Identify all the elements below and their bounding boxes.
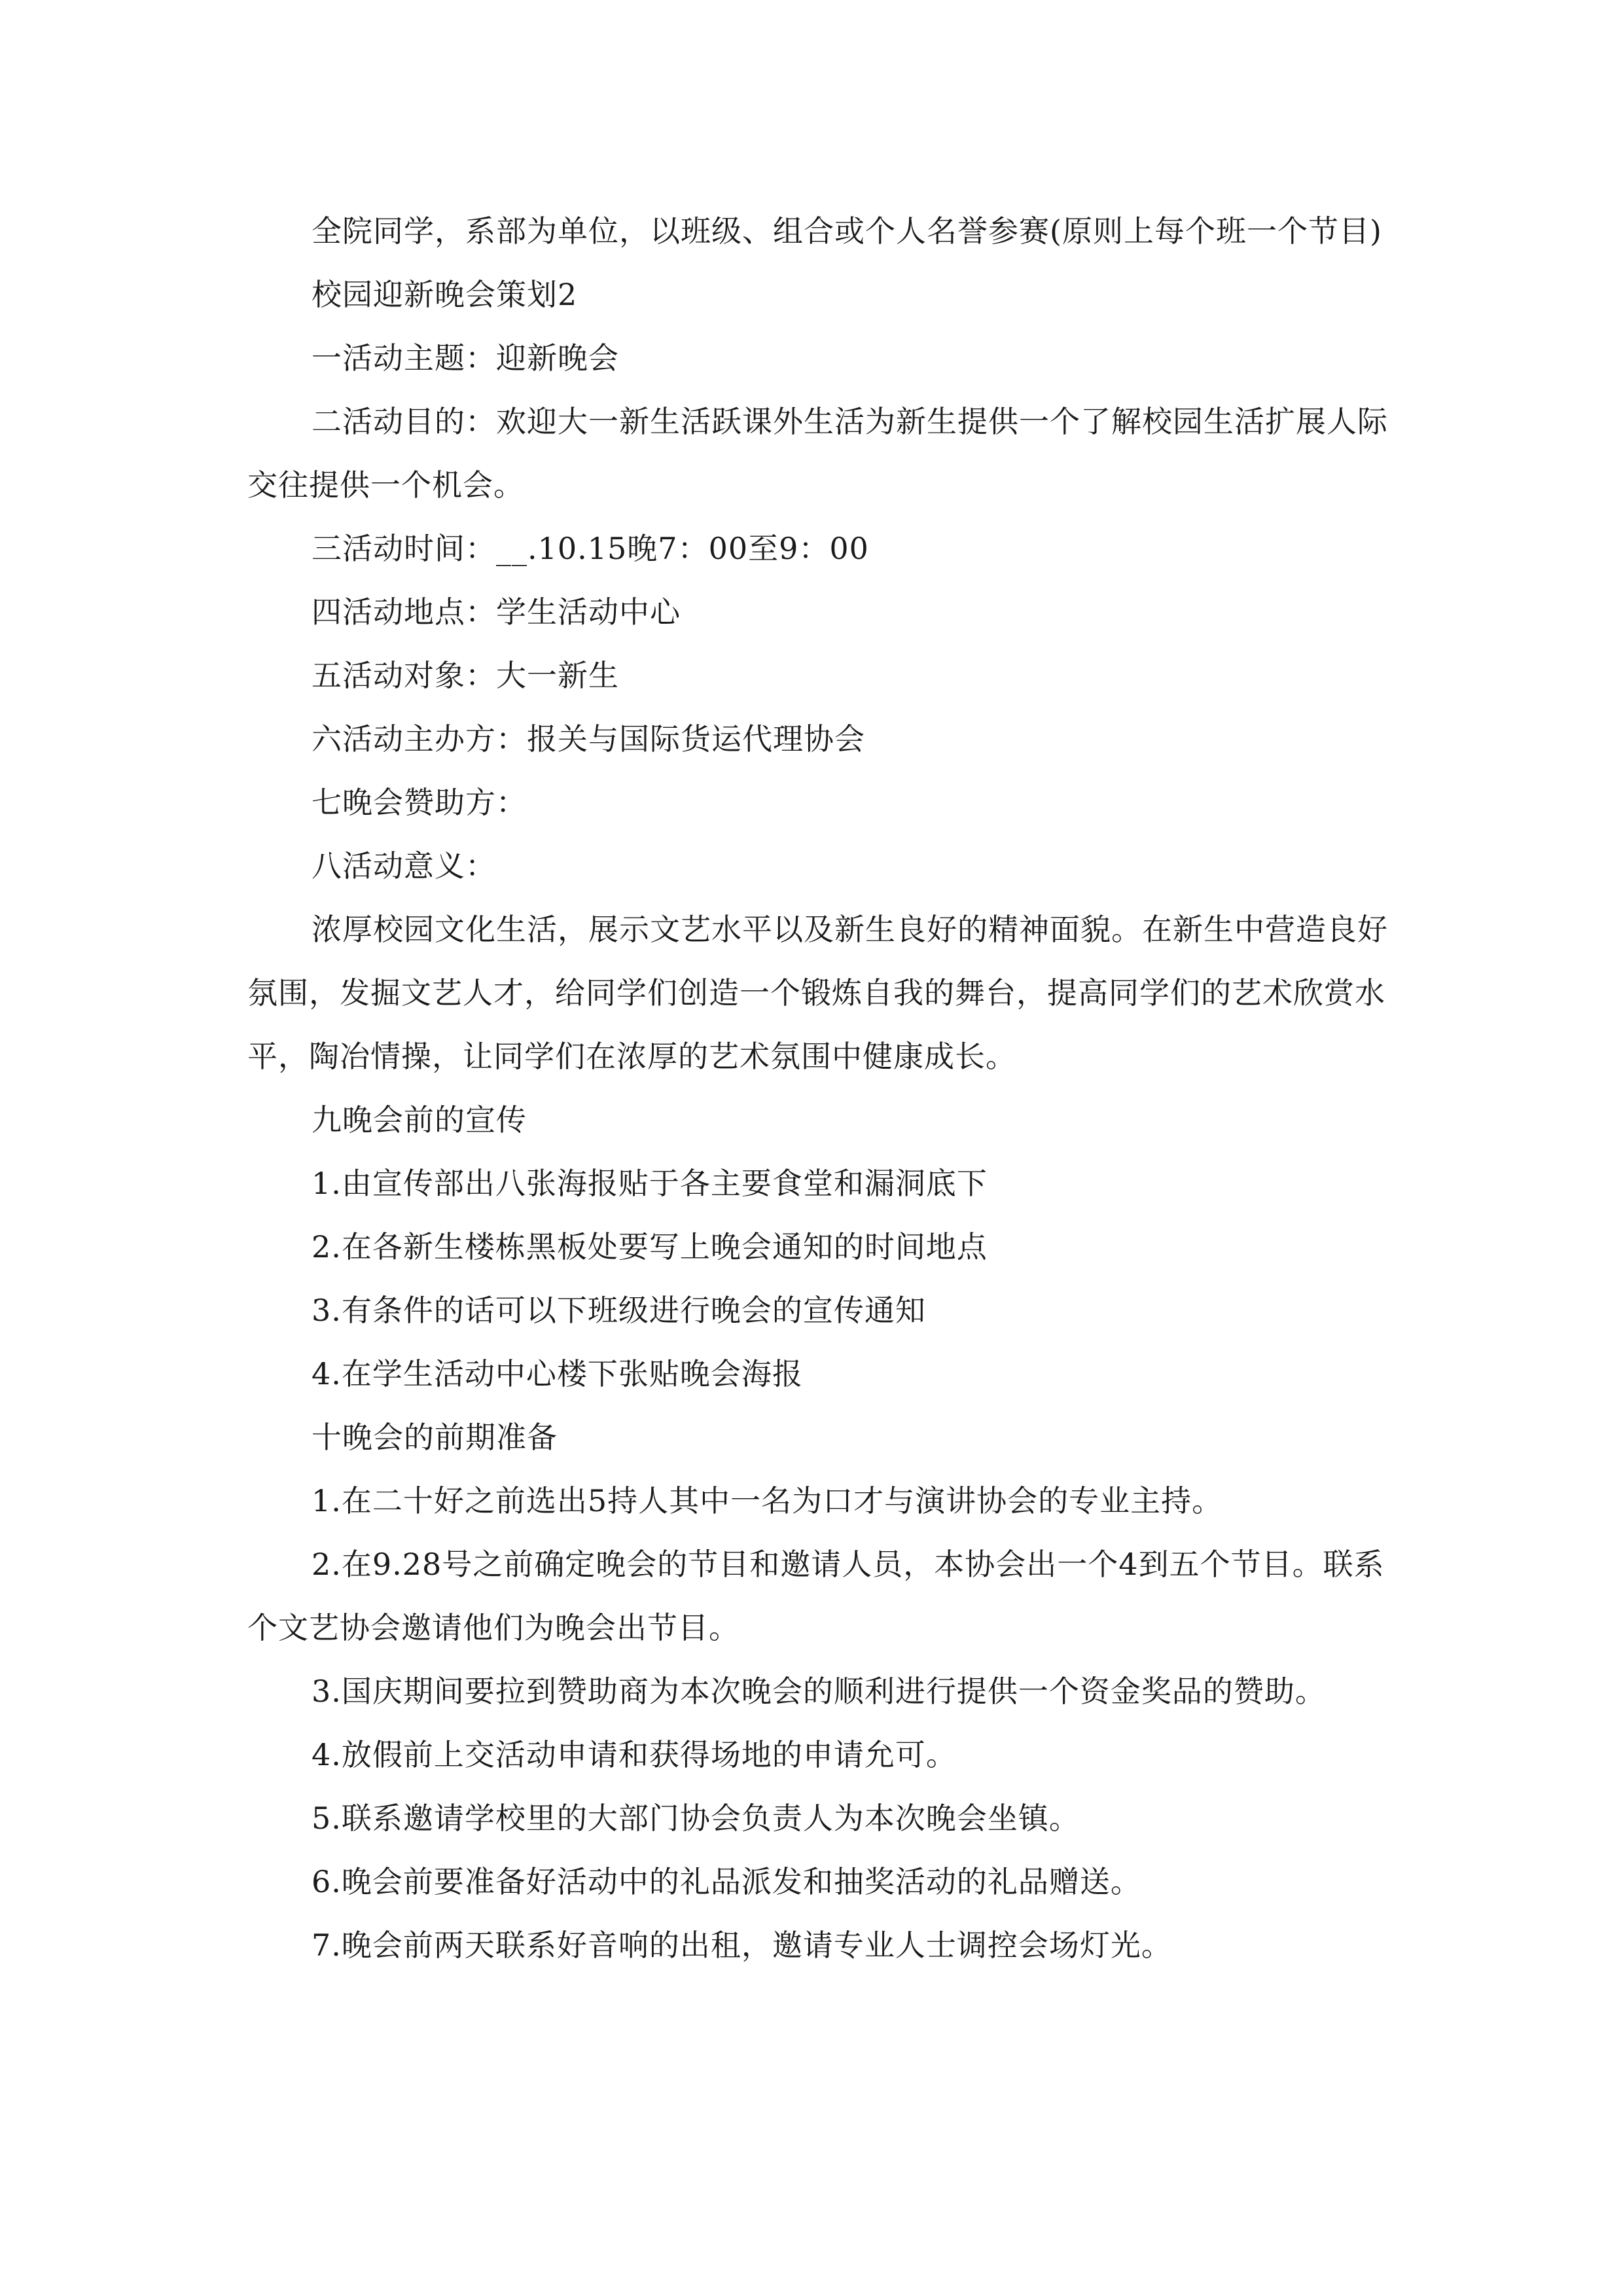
section-heading: 校园迎新晚会策划2 <box>312 277 578 312</box>
paragraph: 四活动地点：学生活动中心 <box>312 594 681 630</box>
paragraph: 二活动目的：欢迎大一新生活跃课外生活为新生提供一个了解校园生活扩展人际交往提供一个机会。 <box>247 404 1388 503</box>
list-item: 1.在二十好之前选出5持人其中一名为口才与演讲协会的专业主持。 <box>312 1483 1223 1518</box>
list-item: 6.晚会前要准备好活动中的礼品派发和抽奖活动的礼品赠送。 <box>312 1864 1141 1899</box>
document-page <box>247 200 1399 1977</box>
paragraph: 浓厚校园文化生活，展示文艺水平以及新生良好的精神面貌。在新生中营造良好氛围，发掘文艺人才，给同学们创造一个锻炼自我的舞台，提高同学们的艺术欣赏水平，陶冶情操，让同学们在浓厚的艺术氛围中健康成长。 <box>247 912 1388 1074</box>
paragraph: 一活动主题：迎新晚会 <box>312 340 619 376</box>
list-item: 2.在各新生楼栋黑板处要写上晚会通知的时间地点 <box>312 1229 988 1265</box>
list-item: 4.放假前上交活动申请和获得场地的申请允可。 <box>312 1737 957 1772</box>
section-heading: 九晚会前的宣传 <box>312 1102 527 1138</box>
paragraph: 六活动主办方：报关与国际货运代理协会 <box>312 721 865 757</box>
paragraph: 八活动意义： <box>312 848 496 884</box>
paragraph: 七晚会赞助方： <box>312 785 527 820</box>
paragraph: 五活动对象：大一新生 <box>312 658 619 693</box>
paragraph: 三活动时间：__.10.15晚7：00至9：00 <box>312 531 869 566</box>
list-item: 3.国庆期间要拉到赞助商为本次晚会的顺利进行提供一个资金奖品的赞助。 <box>312 1674 1326 1709</box>
list-item: 7.晚会前两天联系好音响的出租，邀请专业人士调控会场灯光。 <box>312 1928 1172 1963</box>
list-item: 1.由宣传部出八张海报贴于各主要食堂和漏洞底下 <box>312 1166 988 1201</box>
list-item: 5.联系邀请学校里的大部门协会负责人为本次晚会坐镇。 <box>312 1801 1080 1836</box>
list-item: 2.在9.28号之前确定晚会的节目和邀请人员，本协会出一个4到五个节目。联系个文艺协会邀请他们为晚会出节目。 <box>247 1547 1385 1645</box>
paragraph: 全院同学，系部为单位，以班级、组合或个人名誉参赛(原则上每个班一个节目) <box>312 213 1382 249</box>
list-item: 3.有条件的话可以下班级进行晚会的宣传通知 <box>312 1293 926 1328</box>
list-item: 4.在学生活动中心楼下张贴晚会海报 <box>312 1356 803 1391</box>
section-heading: 十晚会的前期准备 <box>312 1420 558 1455</box>
